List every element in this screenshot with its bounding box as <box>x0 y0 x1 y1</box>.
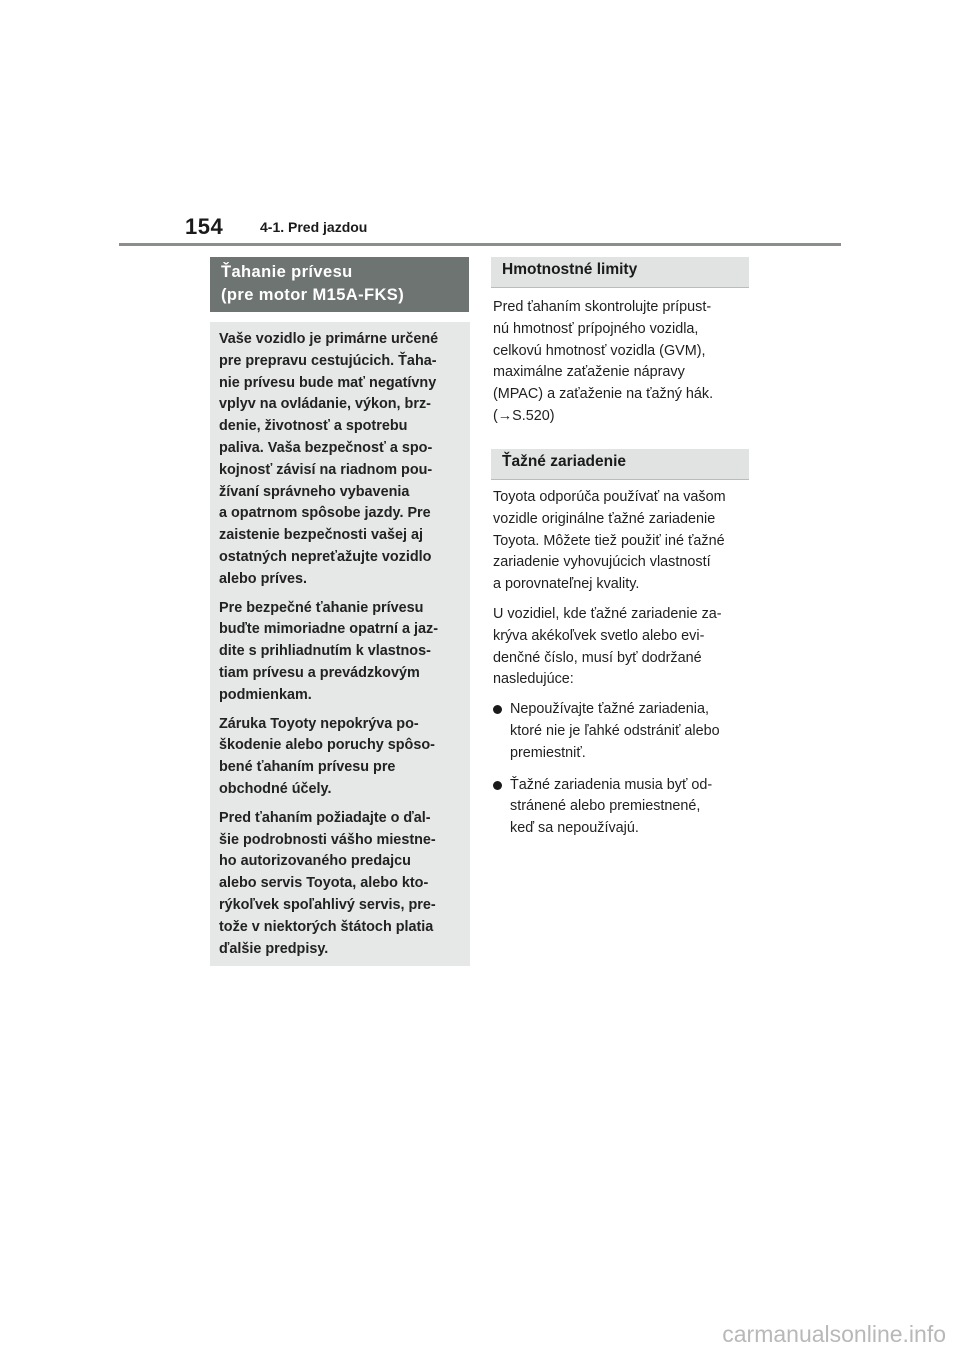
info-paragraph: Pred ťahaním požiadajte o ďal- šie podrobnosti vášho miestne- ho autorizovaného predajcu alebo servis Toyota, alebo kto- rýkoľvek spoľahlivý servis, pre- tože v niektorých štátoch platia ďalšie predpisy. <box>219 809 436 957</box>
weight-limits-text <box>493 297 755 436</box>
towing-title: Ťahanie prívesu (pre motor M15A-FKS) <box>210 257 469 312</box>
header-rule <box>119 243 841 246</box>
tow-hitch-paragraph: U vozidiel, kde ťažné zariadenie za- krýva akékoľvek svetlo alebo evi- denčné číslo, musí byť dodržané nasledujúce: <box>493 605 722 688</box>
list-item <box>493 699 755 764</box>
info-paragraph: Pre bezpečné ťahanie prívesu buďte mimoriadne opatrní a jaz- dite s prihliadnutím k vlastnos- tiam prívesu a prevádzkovým podmienkam. <box>219 599 439 703</box>
weight-limits-paragraph: Pred ťahaním skontrolujte prípust- nú hmotnosť prípojného vozidla, celkovú hmotnosť vozidla (GVM), maximálne zaťaženie nápravy (MPAC) a zaťaženie na ťažný hák. (→S.520) <box>493 299 714 424</box>
list-item-text: Nepoužívajte ťažné zariadenia, ktoré nie je ľahké odstrániť alebo premiestniť. <box>510 701 720 761</box>
bullet-dot-icon <box>493 781 502 790</box>
list-item-text: Ťažné zariadenia musia byť od- stránené alebo premiestnené, keď sa nepoužívajú. <box>510 776 713 837</box>
tow-hitch-paragraph: Toyota odporúča používať na vašom vozidle originálne ťažné zariadenie Toyota. Môžete tiež použiť iné ťažné zariadenie vyhovujúcich vlastností a porovnateľnej kvality. <box>493 489 726 593</box>
towing-info-box <box>210 322 470 966</box>
tow-hitch-bullet-list <box>493 699 755 840</box>
weight-limits-heading: Hmotnostné limity <box>491 257 749 288</box>
bullet-dot-icon <box>493 705 502 714</box>
watermark: carmanualsonline.info <box>722 1321 946 1347</box>
info-paragraph: Záruka Toyoty nepokrýva po- škodenie alebo poruchy spôso- bené ťahaním prívesu pre obchodné účely. <box>219 715 435 797</box>
list-item <box>493 775 755 840</box>
page-number: 154 <box>185 214 224 239</box>
tow-hitch-heading: Ťažné zariadenie <box>491 449 749 480</box>
tow-hitch-text <box>493 487 755 850</box>
section-label: 4-1. Pred jazdou <box>260 219 368 235</box>
info-paragraph: Vaše vozidlo je primárne určené pre prepravu cestujúcich. Ťaha- nie prívesu bude mať negatívny vplyv na ovládanie, výkon, brz- denie, životnosť a spotrebu paliva. Vaša bezpečnosť a spo- kojnosť závisí na riadnom pou- žívaní správneho vybavenia a opatrnom spôsobe jazdy. Pre zaistenie bezpečnosti vašej aj ostatných nepreťažujte vozidlo alebo príves. <box>219 331 439 587</box>
